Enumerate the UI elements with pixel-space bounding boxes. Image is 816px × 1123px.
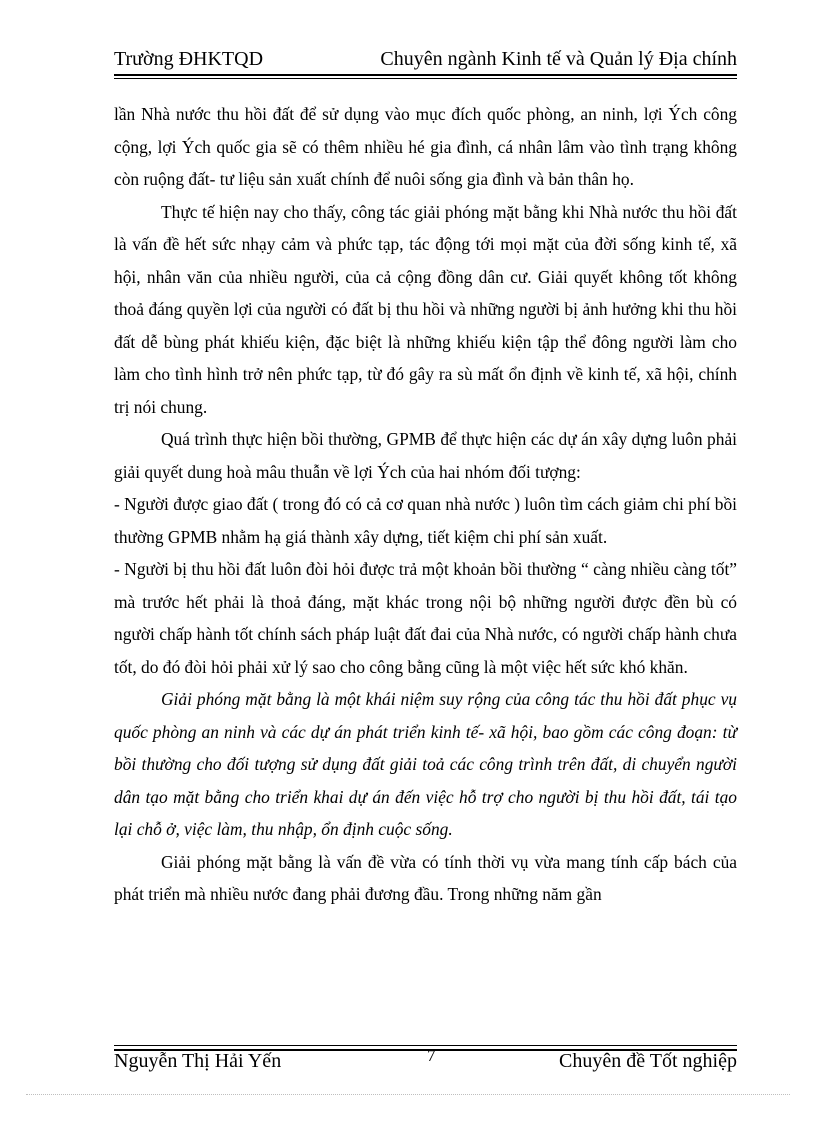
- page-header: [114, 48, 737, 74]
- list-item: - Người bị thu hồi đất luôn đòi hỏi được trả một khoản bồi thường “ càng nhiều càng tốt” mà trước hết phải là thoả đáng, mặt khác trong nội bộ những người được đền bù có người chấp hành tốt chính sách pháp luật đất đai của Nhà nước, có người chấp hành chưa tốt, do đó đòi hỏi phải xử lý sao cho công bằng cũng là một việc hết sức khó khăn.: [114, 559, 737, 677]
- paragraph-continuation: lần Nhà nước thu hồi đất để sử dụng vào mục đích quốc phòng, an ninh, lợi Ých công cộng, lợi Ých quốc gia sẽ có thêm nhiều hé gia đình, cá nhân lâm vào tình trạng không còn ruộng đất- tư liệu sản xuất chính để nuôi sống gia đình và bản thân họ.: [114, 104, 737, 189]
- italic-paragraph: Giải phóng mặt bằng là một khái niệm suy rộng của công tác thu hồi đất phục vụ quốc phòng an ninh và các dự án phát triển kinh tế- xã hội, bao gồm các công đoạn: từ bồi thường cho đối tượng sử dụng đất giải toả các công trình trên đất, di chuyển người dân tạo mặt bằng cho triển khai dự án đến việc hỗ trợ cho người bị thu hồi đất, tái tạo lại chỗ ở, việc làm, thu nhập, ổn định cuộc sống.: [114, 689, 737, 839]
- header-school: Trường ĐHKTQD: [114, 48, 264, 70]
- page-number: 7: [427, 1046, 436, 1065]
- footer-topic: Chuyên đề Tốt nghiệp: [559, 1050, 737, 1072]
- paragraph: Thực tế hiện nay cho thấy, công tác giải phóng mặt bằng khi Nhà nước thu hồi đất là vấn đề hết sức nhạy cảm và phức tạp, tác động tới mọi mặt của đời sống kinh tế, xã hội, nhân văn của nhiều người, của cả cộng đồng dân cư. Giải quyết không tốt không thoả đáng quyền lợi của người có đất bị thu hồi và những người bị ảnh hưởng khi thu hồi đất dễ bùng phát khiếu kiện, đặc biệt là những khiếu kiện tập thể đông người làm cho làm cho tình hình trở nên phức tạp, từ đó gây ra sù mất ổn định về kinh tế, xã hội, chính trị nói chung.: [114, 201, 737, 417]
- list-item: - Người được giao đất ( trong đó có cả cơ quan nhà nước ) luôn tìm cách giảm chi phí bồi thường GPMB nhằm hạ giá thành xây dựng, tiết kiệm chi phí sản xuất.: [114, 494, 737, 547]
- footer-rule-thin: [114, 1045, 737, 1046]
- header-major: Chuyên ngành Kinh tế và Quản lý Địa chính: [380, 48, 737, 70]
- paragraph: Quá trình thực hiện bồi thường, GPMB để thực hiện các dự án xây dựng luôn phải giải quyết dung hoà mâu thuẫn về lợi Ých của hai nhóm đối tượng:: [114, 429, 737, 482]
- header-rule-thick: [114, 74, 737, 76]
- footer-author: Nguyễn Thị Hải Yến: [114, 1050, 282, 1072]
- header-rule-thin: [114, 78, 737, 79]
- paragraph: Giải phóng mặt bằng là vấn đề vừa có tính thời vụ vừa mang tính cấp bách của phát triển mà nhiều nước đang phải đương đầu. Trong những năm gần: [114, 851, 737, 904]
- document-body: [114, 98, 737, 911]
- page-bottom-dotted-border: [26, 1094, 790, 1095]
- page-footer: [114, 1046, 737, 1076]
